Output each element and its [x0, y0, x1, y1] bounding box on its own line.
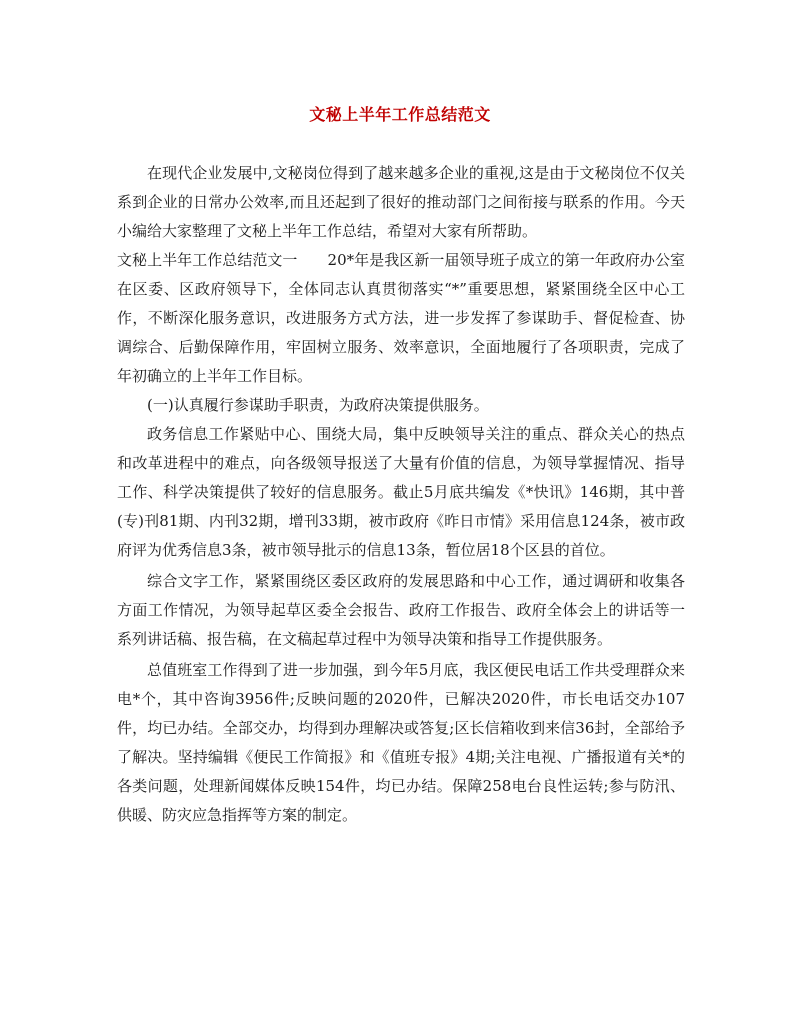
paragraph-heading-one: (一)认真履行参谋助手职责，为政府决策提供服务。: [147, 396, 489, 414]
paragraph-section-one: 文秘上半年工作总结范文一 20*年是我区新一届领导班子成立的第一年政府办公室在区委、区政府领导下，全体同志认真贯彻落实“*”重要思想，紧紧围绕全区中心工作，不断深化服务意识，改进服务方式方法，进一步发挥了参谋助手、督促检查、协调综合、后勤保障作用，牢固树立服务、效率意识，全面地履行了各项职责，完成了年初确立的上半年工作目标。: [117, 251, 685, 385]
paragraph-intro: 在现代企业发展中,文秘岗位得到了越来越多企业的重视,这是由于文秘岗位不仅关系到企业的日常办公效率,而且还起到了很好的推动部门之间衔接与联系的作用。今天小编给大家整理了文秘上半年工作总结，希望对大家有所帮助。: [117, 164, 685, 240]
paragraph-info-work: 政务信息工作紧贴中心、围绕大局，集中反映领导关注的重点、群众关心的热点和改革进程中的难点，向各级领导报送了大量有价值的信息，为领导掌握情况、指导工作、科学决策提供了较好的信息服务。截止5月底共编发《*快讯》146期，其中普(专)刊81期、内刊32期，增刊33期，被市政府《昨日市情》采用信息124条，被市政府评为优秀信息3条，被市领导批示的信息13条，暂位居18个区县的首位。: [117, 425, 685, 559]
document-body: [117, 159, 685, 830]
paragraph-writing-work: 综合文字工作，紧紧围绕区委区政府的发展思路和中心工作，通过调研和收集各方面工作情况，为领导起草区委全会报告、政府工作报告、政府全体会上的讲话等一系列讲话稿、报告稿，在文稿起草过程中为领导决策和指导工作提供服务。: [117, 572, 685, 648]
document-title: 文秘上半年工作总结范文: [309, 105, 491, 124]
paragraph-duty-office: 总值班室工作得到了进一步加强，到今年5月底，我区便民电话工作共受理群众来电*个，其中咨询3956件;反映问题的2020件，已解决2020件，市长电话交办107件，均已办结。全部交办，均得到办理解决或答复;区长信箱收到来信36封，全部给予了解决。坚持编辑《便民工作简报》和《值班专报》4期;关注电视、广播报道有关*的各类问题，处理新闻媒体反映154件，均已办结。保障258电台良性运转;参与防汛、供暖、防灾应急指挥等方案的制定。: [117, 661, 685, 824]
